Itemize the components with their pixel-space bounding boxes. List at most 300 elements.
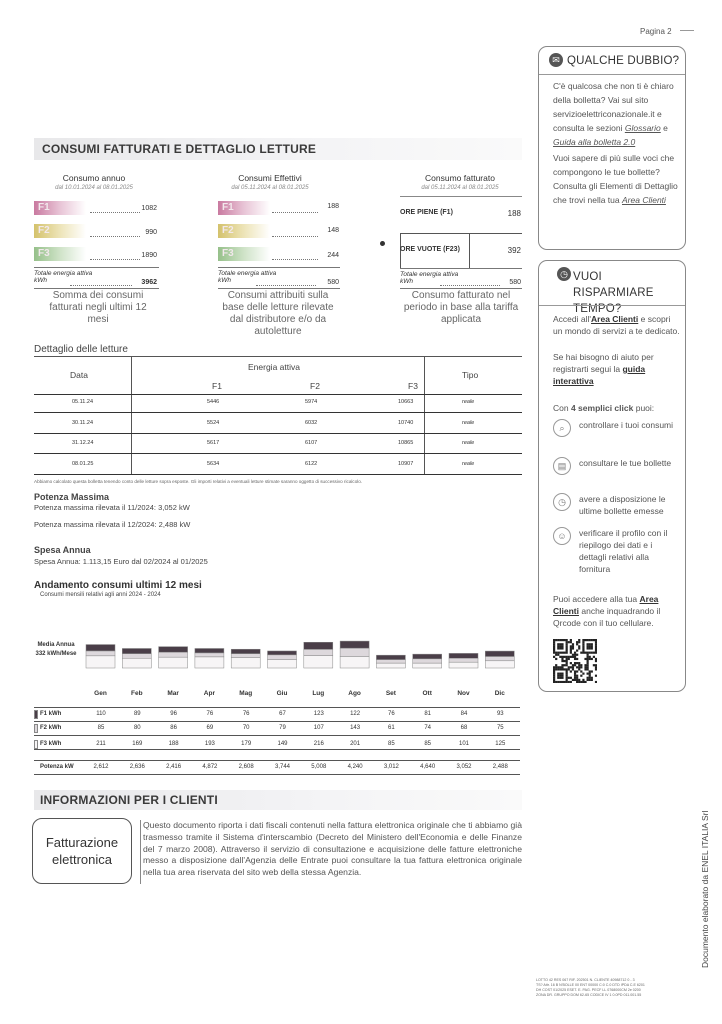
row-f1: 5634: [207, 461, 220, 467]
letture-title: Dettaglio delle letture: [34, 344, 128, 355]
qr-module: [576, 643, 578, 645]
table-cell: 216: [313, 741, 324, 747]
potenza-cell: 2,612: [93, 764, 109, 770]
bar-ott-f1: [413, 654, 442, 659]
bar-dic-f3: [485, 661, 514, 668]
qr-module: [553, 681, 555, 683]
potenza-cell: 4,240: [347, 764, 363, 770]
row-f3: 10663: [398, 399, 414, 405]
qr-module: [576, 666, 578, 668]
qr-module: [578, 639, 580, 641]
month-label: Nov: [457, 690, 470, 697]
bar-giu-f2: [268, 655, 297, 660]
qr-module: [595, 668, 597, 670]
qr-module: [572, 668, 574, 670]
fatturato-total-bottom-rule: [400, 288, 522, 289]
qr-module: [568, 668, 570, 670]
annuo-f1-value: 1082: [141, 205, 157, 212]
table-cell: 79: [279, 725, 286, 731]
table-cell: 84: [460, 711, 468, 717]
footer-code-line: DH COST 01/2025 ESET. E. PAG. PECF LL 0768000CM 2e 0200: [536, 988, 641, 992]
area-clienti-link[interactable]: Area Clienti: [622, 195, 666, 205]
bar-mar-f3: [159, 657, 188, 668]
effettivi-f3-value: 244: [327, 252, 339, 259]
annuo-f3-bar: F3: [34, 247, 86, 261]
month-label: Lug: [312, 690, 325, 697]
qr-module: [566, 675, 568, 677]
footer-code-line: TS? Attr. 16 B N'BOLLE 00 ENT 00000 C:0 C.0 DTD IPDA C.E 6201: [536, 983, 645, 987]
tempo-p4: Puoi accedere alla tua Area Clienti anche inquadrando il Qrcode con il tuo cellulare.: [553, 594, 661, 628]
area-clienti-link-3[interactable]: Area Clienti: [553, 594, 659, 616]
qr-module: [595, 647, 597, 649]
month-label: Gen: [94, 690, 107, 697]
qr-module: [582, 649, 584, 651]
qr-module: [576, 679, 578, 681]
annuo-f1-bar: F1: [34, 201, 86, 215]
qr-module: [578, 662, 580, 664]
qr-module: [593, 656, 595, 658]
qr-module: [578, 679, 580, 681]
fatturato-total-dots: [440, 285, 500, 286]
qr-module: [580, 652, 582, 654]
table-cell: 149: [277, 741, 288, 747]
glossario-link[interactable]: Glossario: [624, 123, 661, 133]
qr-module: [566, 662, 568, 664]
qr-module: [587, 647, 589, 649]
qr-module: [557, 668, 559, 670]
bar-mar-f2: [159, 652, 188, 657]
month-label: Giu: [276, 690, 288, 697]
item-bollette: consultare le tue bollette: [579, 458, 672, 468]
qr-module: [578, 647, 580, 649]
qr-module: [584, 681, 586, 683]
row-f3: 10865: [398, 440, 414, 446]
bar-feb-f1: [122, 648, 151, 653]
table-cell: 123: [313, 711, 324, 717]
qr-module: [572, 645, 574, 647]
dubbio-box: [538, 46, 686, 250]
table-cell: 69: [206, 725, 214, 731]
bar-mag-f3: [231, 658, 260, 668]
qr-module: [568, 641, 570, 643]
tempo-p1: Accedi all'Area Clienti e scopri un mondo di servizi a te dedicato.: [553, 314, 680, 336]
effettivi-total-bottom-rule: [218, 288, 340, 289]
table-cell: 85: [97, 725, 105, 731]
bullet-dot: [380, 241, 385, 246]
qr-module: [595, 664, 597, 666]
qr-module: [587, 660, 589, 662]
qr-module: [591, 677, 593, 679]
table-rule: [34, 721, 520, 722]
table-cell: 61: [388, 725, 395, 731]
footer-code-line: ZONA DR. GRUPPO DOM 62-65 CODICE IV 1 0.0PD 011.001.55: [536, 993, 642, 997]
table-cell: 67: [279, 711, 286, 717]
bar-feb-f2: [122, 654, 151, 659]
table-rule: [34, 760, 520, 761]
area-clienti-link-2[interactable]: Area Clienti: [591, 314, 639, 324]
qr-module: [566, 645, 568, 647]
qr-module: [568, 666, 570, 668]
bar-lug-f2: [304, 649, 333, 655]
qr-module: [591, 658, 593, 660]
profile-icon: ☺: [553, 527, 571, 545]
qr-module: [591, 679, 593, 681]
qr-module: [593, 652, 595, 654]
qr-module: [574, 662, 576, 664]
qr-module: [553, 673, 555, 675]
qr-module: [591, 670, 593, 672]
potenza-title: Potenza Massima: [34, 492, 110, 502]
qr-module: [582, 673, 584, 675]
letture-col-f2: F2: [310, 381, 320, 391]
qr-module: [589, 639, 591, 641]
qr-module: [561, 673, 563, 675]
qr-module: [589, 656, 591, 658]
potenza-cell: 4,872: [202, 764, 218, 770]
month-label: Dic: [494, 690, 505, 697]
row-f2: 6032: [305, 420, 318, 426]
qr-module: [574, 652, 576, 654]
qr-module: [555, 668, 557, 670]
spesa-line: Spesa Annua: 1.113,15 Euro dal 02/2024 al 01/2025: [34, 557, 208, 566]
qr-module: [587, 668, 589, 670]
qr-module: [570, 649, 572, 651]
effettivi-f3-dots: [272, 259, 318, 260]
potenza-cell: 2,636: [129, 764, 145, 770]
qr-module: [587, 666, 589, 668]
row-f2: 6107: [305, 440, 318, 446]
qr-module: [561, 675, 563, 677]
andamento-title: Andamento consumi ultimi 12 mesi: [34, 580, 202, 591]
bar-lug-f1: [304, 642, 333, 649]
fatturato-heading: Consumo fatturato: [425, 173, 495, 183]
item-consumi: controllare i tuoi consumi: [579, 420, 674, 430]
qr-module: [593, 639, 595, 641]
qr-module: [587, 643, 589, 645]
effettivi-total-value: 580: [327, 279, 339, 286]
qr-module: [574, 675, 576, 677]
qr-module: [559, 647, 561, 649]
annuo-f3-value: 1890: [141, 252, 157, 259]
qr-module: [574, 654, 576, 656]
qr-module: [584, 652, 586, 654]
qr-module: [572, 679, 574, 681]
series-label: F2 kWh: [40, 725, 62, 731]
table-cell: 110: [96, 711, 106, 717]
fatturazione-label: Fatturazione elettronica: [45, 835, 119, 867]
consumi-title: CONSUMI FATTURATI E DETTAGLIO LETTURE: [42, 142, 317, 156]
qr-module: [578, 664, 580, 666]
qr-module: [595, 675, 597, 677]
qr-module: [576, 675, 578, 677]
qr-module: [570, 662, 572, 664]
qr-module: [557, 666, 559, 668]
qr-module: [576, 641, 578, 643]
qr-module: [584, 666, 586, 668]
qr-module: [568, 658, 570, 660]
qr-module: [587, 662, 589, 664]
qr-module: [561, 645, 563, 647]
qr-module: [580, 675, 582, 677]
qr-module: [595, 641, 597, 643]
qr-module: [566, 681, 568, 683]
qr-module: [591, 647, 593, 649]
table-cell: 80: [133, 725, 141, 731]
month-label: Set: [385, 690, 396, 697]
table-cell: 76: [242, 711, 250, 717]
dubbio-and: e: [663, 123, 668, 133]
qr-code[interactable]: [553, 639, 597, 683]
qr-module: [587, 679, 589, 681]
qr-module: [568, 681, 570, 683]
qr-module: [559, 645, 561, 647]
qr-module: [574, 670, 576, 672]
table-cell: 70: [242, 725, 250, 731]
qr-module: [561, 652, 563, 654]
month-label: Apr: [203, 690, 216, 697]
letture-header-rule: [34, 394, 522, 395]
qr-module: [557, 681, 559, 683]
bar-giu-f3: [268, 659, 297, 668]
qr-module: [576, 662, 578, 664]
effettivi-total-dots: [256, 285, 316, 286]
guida-interattiva-link[interactable]: guida interattiva: [553, 364, 646, 386]
spesa-title: Spesa Annua: [34, 545, 91, 555]
qr-module: [570, 656, 572, 658]
bar-feb-f3: [122, 658, 151, 668]
bar-gen-f3: [86, 656, 115, 668]
series-swatch: [34, 740, 38, 749]
qr-module: [566, 677, 568, 679]
table-cell: 86: [170, 725, 177, 731]
qr-module: [587, 673, 589, 675]
qr-module: [557, 647, 559, 649]
consumi-chart-table: [34, 705, 524, 775]
qr-module: [553, 643, 555, 645]
effettivi-heading: Consumi Effettivi: [238, 173, 302, 183]
bar-dic-f2: [485, 656, 514, 660]
qr-module: [553, 670, 555, 672]
qr-module: [570, 677, 572, 679]
qr-module: [574, 664, 576, 666]
bar-ott-f2: [413, 659, 442, 663]
month-label: Ago: [348, 690, 361, 697]
qr-module: [572, 643, 574, 645]
bar-gen-f1: [86, 645, 115, 651]
row-tipo: reale: [462, 440, 475, 446]
qr-module: [595, 649, 597, 651]
qr-module: [555, 654, 557, 656]
qr-module: [574, 673, 576, 675]
qr-module: [566, 668, 568, 670]
qr-module: [555, 658, 557, 660]
qr-module: [582, 639, 584, 641]
footer-codes: [536, 978, 686, 998]
qr-module: [572, 654, 574, 656]
item-profilo: verificare il profilo con il riepilogo dei dati e i dettagli relativi alla fornitura: [579, 528, 668, 574]
qr-module: [589, 647, 591, 649]
qr-module: [568, 656, 570, 658]
qr-module: [566, 639, 568, 641]
dubbio-p1: C'è qualcosa che non ti è chiaro della bolletta? Vai sul sito servizioelettriconazionale.it e consulta le sezioni: [553, 81, 674, 133]
qr-module: [555, 652, 557, 654]
consumi-chart-svg: [84, 600, 520, 705]
qr-module: [578, 645, 580, 647]
qr-module: [572, 656, 574, 658]
table-cell: 107: [313, 725, 324, 731]
qr-module: [555, 666, 557, 668]
row-rule: [34, 474, 522, 475]
qr-module: [566, 641, 568, 643]
page-corner-mark: [680, 30, 694, 31]
qr-module: [570, 666, 572, 668]
qr-module: [559, 677, 561, 679]
qr-module: [587, 664, 589, 666]
potenza-label: Potenza kW: [40, 764, 74, 770]
letture-col-energia: Energia attiva: [248, 362, 300, 372]
dubbio-body: [553, 79, 679, 207]
effettivi-period: dal 05.11.2024 al 08.01.2025: [231, 185, 309, 191]
qr-module: [553, 645, 555, 647]
annuo-f1-dots: [90, 212, 140, 213]
potenza-line-1: Potenza massima rilevata il 11/2024: 3,052 kW: [34, 503, 190, 512]
table-rule: [34, 735, 520, 736]
qr-module: [576, 677, 578, 679]
qr-module: [566, 673, 568, 675]
table-cell: 101: [458, 741, 469, 747]
qr-module: [576, 670, 578, 672]
letture-col-f3: F3: [408, 381, 418, 391]
qr-module: [591, 643, 593, 645]
qr-module: [582, 679, 584, 681]
table-cell: 74: [424, 725, 432, 731]
qr-module: [570, 647, 572, 649]
qr-module: [557, 654, 559, 656]
qr-module: [578, 641, 580, 643]
effettivi-f3-bar: F3: [218, 247, 270, 261]
qr-module: [553, 656, 555, 658]
qr-module: [557, 645, 559, 647]
qr-module: [580, 666, 582, 668]
qr-module: [557, 652, 559, 654]
qr-module: [566, 656, 568, 658]
series-swatch: [34, 724, 38, 733]
qr-module: [580, 664, 582, 666]
qr-module: [591, 652, 593, 654]
tempo-title: VUOI RISPARMIARE TEMPO?: [573, 271, 654, 315]
qr-module: [566, 652, 568, 654]
table-cell: 179: [241, 741, 252, 747]
qr-module: [553, 668, 555, 670]
guida-bolletta-link[interactable]: Guida alla bolletta 2.0: [553, 137, 636, 147]
qr-module: [563, 656, 565, 658]
qr-module: [555, 664, 557, 666]
effettivi-f2-value: 148: [327, 227, 339, 234]
qr-module: [570, 670, 572, 672]
bar-apr-f3: [195, 657, 224, 668]
fatturato-total-rule: [400, 268, 522, 269]
qr-module: [570, 639, 572, 641]
row-tipo: reale: [462, 420, 475, 426]
qr-module: [559, 639, 561, 641]
qr-module: [557, 643, 559, 645]
potenza-cell: 2,416: [166, 764, 182, 770]
qr-module: [595, 660, 597, 662]
table-cell: 75: [496, 725, 504, 731]
qr-module: [572, 666, 574, 668]
fatturato-row1-label: ORE PIENE (F1): [400, 209, 453, 216]
media-annua-label: Media Annua 332 kWh/Mese: [35, 642, 77, 657]
annuo-description: Somma dei consumi fatturati negli ultimi 12 mesi: [49, 290, 147, 325]
qr-module: [561, 677, 563, 679]
potenza-cell: 4,640: [420, 764, 436, 770]
effettivi-f2-dots: [272, 236, 318, 237]
fatturato-total-label: Totale energia attiva kWh: [400, 271, 459, 285]
month-label: Mar: [167, 690, 179, 697]
bar-giu-f1: [268, 651, 297, 655]
qr-module: [563, 652, 565, 654]
effettivi-f1-value: 188: [327, 203, 339, 210]
qr-module: [557, 677, 559, 679]
qr-module: [587, 654, 589, 656]
qr-module: [593, 664, 595, 666]
qr-module: [574, 679, 576, 681]
row-rule: [34, 453, 522, 454]
table-cell: 96: [170, 711, 177, 717]
qr-module: [578, 681, 580, 683]
bar-mag-f2: [231, 654, 260, 658]
table-cell: 93: [496, 711, 504, 717]
row-f1: 5617: [207, 440, 220, 446]
qr-module: [572, 647, 574, 649]
row-f2: 6122: [305, 461, 318, 467]
qr-module: [563, 660, 565, 662]
bar-ago-f3: [340, 656, 369, 668]
info-title-bar: [34, 790, 522, 810]
bar-mag-f1: [231, 649, 260, 653]
qr-module: [570, 641, 572, 643]
potenza-line-2: Potenza massima rilevata il 12/2024: 2,488 kW: [34, 520, 191, 529]
qr-module: [568, 677, 570, 679]
bar-ago-f2: [340, 648, 369, 656]
qr-module: [553, 679, 555, 681]
table-rule: [34, 707, 520, 708]
qr-module: [574, 656, 576, 658]
qr-module: [580, 681, 582, 683]
effettivi-total-label: Totale energia attiva kWh: [218, 270, 277, 284]
qr-module: [582, 681, 584, 683]
qr-module: [570, 652, 572, 654]
qr-module: [595, 658, 597, 660]
qr-module: [589, 658, 591, 660]
table-cell: 85: [388, 741, 395, 747]
qr-module: [589, 673, 591, 675]
vertical-producer-text: Documento elaborato da ENEL ITALIA Srl: [700, 810, 710, 968]
qr-module: [561, 656, 563, 658]
bar-gen-f2: [86, 651, 115, 656]
qr-module: [561, 666, 563, 668]
qr-module: [557, 673, 559, 675]
annuo-f2-bar: F2: [34, 224, 86, 238]
qr-module: [576, 681, 578, 683]
tempo-p2: Se hai bisogno di aiuto per registrarti segui la guida interattiva: [553, 352, 654, 386]
item-ultime-bollette: avere a disposizione le ultime bollette emesse: [579, 494, 666, 516]
effettivi-f2-bar: F2: [218, 224, 270, 238]
qr-module: [587, 652, 589, 654]
info-text: Questo documento riporta i dati fiscali contenuti nella fattura elettronica originale che ti abbiamo già trasmesso tramite il Sistema d'interscambio (Decreto del Ministero dell'Economia e delle Finanze del 7 marzo 2008). Attraverso il servizio di consultazione e acquisizione delle fatture elettroniche messo a disposizione dall'Agenzia delle Entrate puoi consultare la tua fattura elettronica originale nella tua area riservata del sito web della stessa Agenzia.: [140, 820, 522, 884]
qr-module: [559, 652, 561, 654]
qr-module: [566, 658, 568, 660]
